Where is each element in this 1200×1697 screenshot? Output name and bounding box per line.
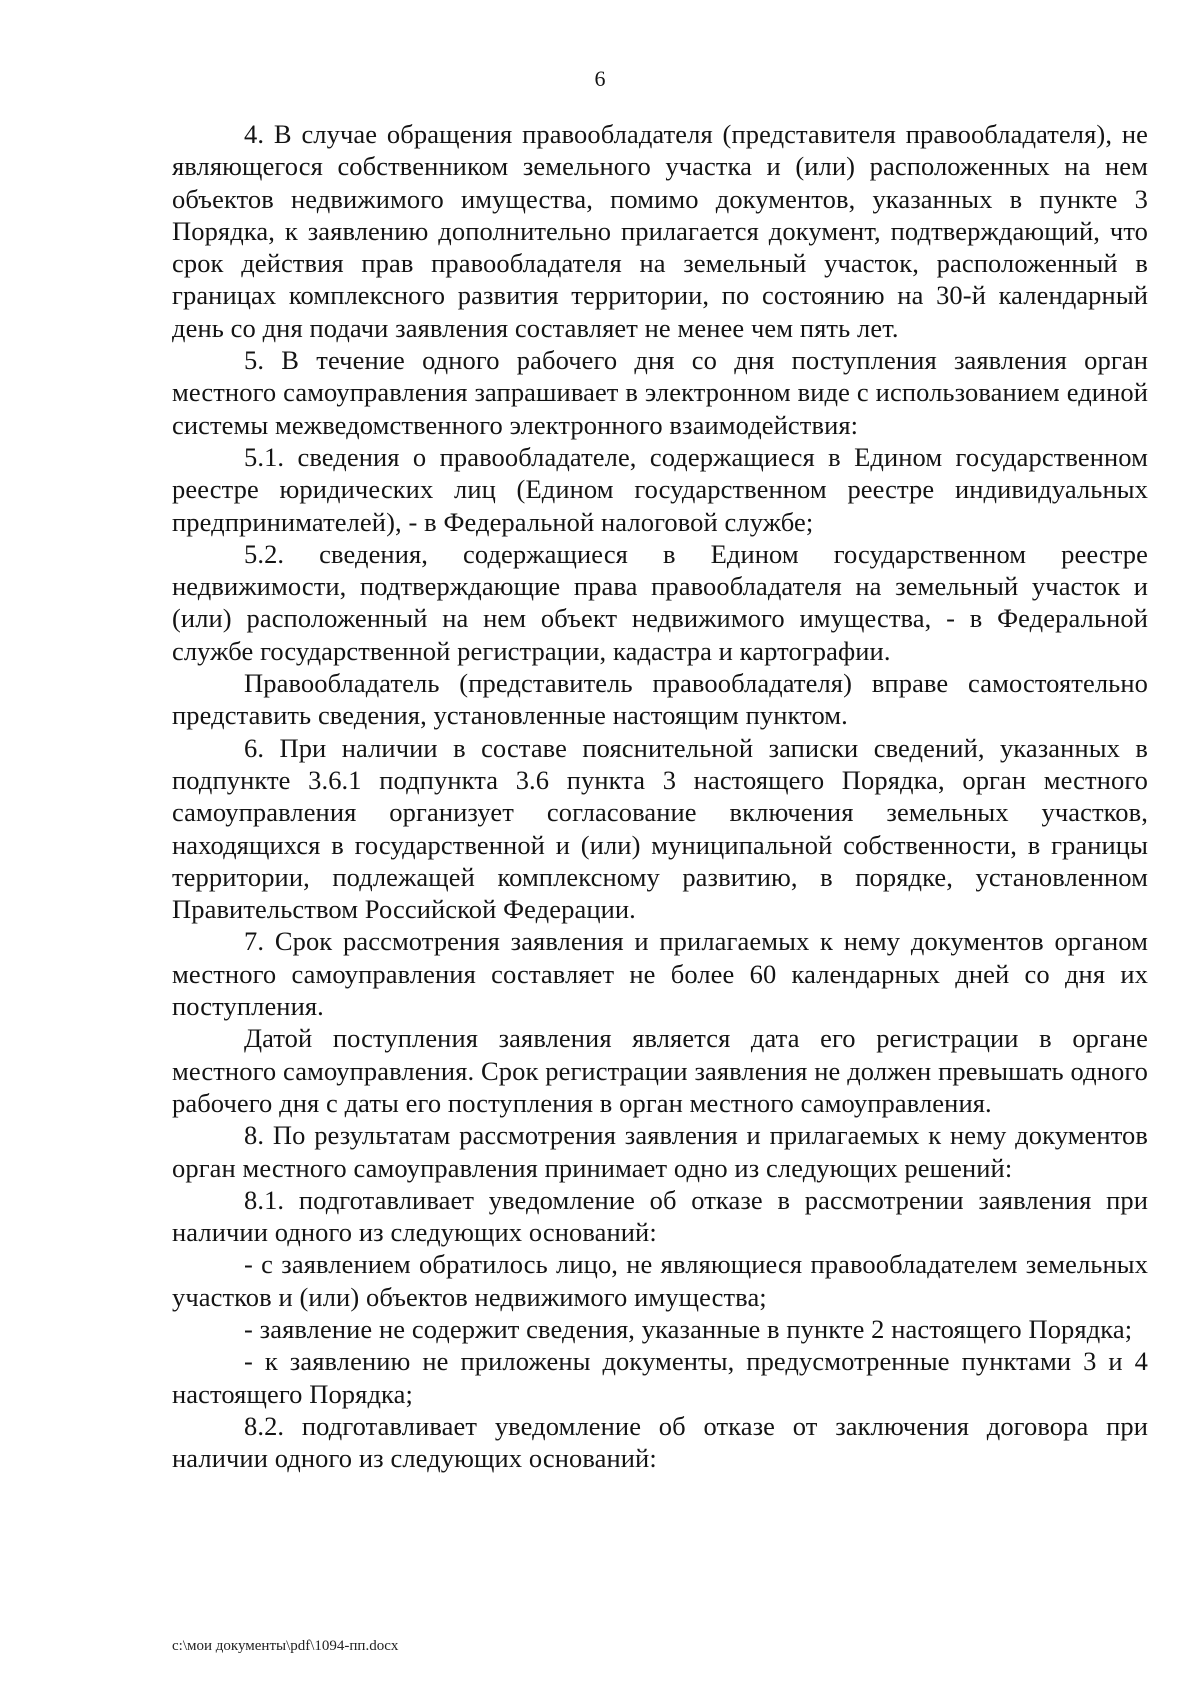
list-item-reason-1: - с заявлением обратилось лицо, не являющиеся правообладателем земельных участков и (или) объектов недвижимого имущества; <box>172 1249 1148 1312</box>
paragraph-5-1: 5.1. сведения о правообладателе, содержащиеся в Едином государственном реестре юридических лиц (Едином государственном реестре индивидуальных предпринимателей), - в Федеральной налоговой службе; <box>172 441 1148 537</box>
paragraph-8: 8. По результатам рассмотрения заявления и прилагаемых к нему документов орган местного самоуправления принимает одно из следующих решений: <box>172 1120 1148 1183</box>
page-number: 6 <box>594 66 606 91</box>
paragraph-8-1: 8.1. подготавливает уведомление об отказе в рассмотрении заявления при наличии одного из следующих оснований: <box>172 1184 1148 1248</box>
paragraph-8-2: 8.2. подготавливает уведомление об отказе от заключения договора при наличии одного из следующих оснований: <box>172 1410 1148 1474</box>
document-body <box>172 118 1148 1474</box>
paragraph-5-2: 5.2. сведения, содержащиеся в Едином государственном реестре недвижимости, подтверждающие права правообладателя на земельный участок и (или) расположенный на нем объект недвижимого имущества, - в Федеральной службе государственной регистрации, кадастра и картографии. <box>172 538 1148 666</box>
paragraph-5: 5. В течение одного рабочего дня со дня поступления заявления орган местного самоуправления запрашивает в электронном виде с использованием единой системы межведомственного электронного взаимодействия: <box>172 345 1148 440</box>
list-item-reason-3: - к заявлению не приложены документы, предусмотренные пунктами 3 и 4 настоящего Порядка; <box>172 1346 1148 1409</box>
paragraph-6: 6. При наличии в составе пояснительной записки сведений, указанных в подпункте 3.6.1 подпункта 3.6 пункта 3 настоящего Порядка, орган местного самоуправления организует согласование включения земельных участков, находящихся в государственной и (или) муниципальной собственности, в границы территории, подлежащей комплексному развитию, в порядке, установленном Правительством Российской Федерации. <box>172 732 1148 925</box>
paragraph-5-note: Правообладатель (представитель правообладателя) вправе самостоятельно представить сведения, установленные настоящим пунктом. <box>172 668 1148 731</box>
list-item-reason-2: - заявление не содержит сведения, указанные в пункте 2 настоящего Порядка; <box>244 1313 1133 1344</box>
paragraph-7: 7. Срок рассмотрения заявления и прилагаемых к нему документов органом местного самоуправления составляет не более 60 календарных дней со дня их поступления. <box>172 926 1148 1022</box>
footer-file-path: c:\мои документы\pdf\1094-пп.docx <box>172 1638 399 1654</box>
paragraph-7-note: Датой поступления заявления является дата его регистрации в органе местного самоуправления. Срок регистрации заявления не должен превышать одного рабочего дня с даты его поступления в орган местного самоуправления. <box>172 1023 1148 1118</box>
paragraph-4: 4. В случае обращения правообладателя (представителя правообладателя), не являющегося собственником земельного участка и (или) расположенных на нем объектов недвижимого имущества, помимо документов, указанных в пункте 3 Порядка, к заявлению дополнительно прилагается документ, подтверждающий, что срок действия прав правообладателя на земельный участок, расположенный в границах комплексного развития территории, по состоянию на 30-й календарный день со дня подачи заявления составляет не менее чем пять лет. <box>172 119 1148 343</box>
